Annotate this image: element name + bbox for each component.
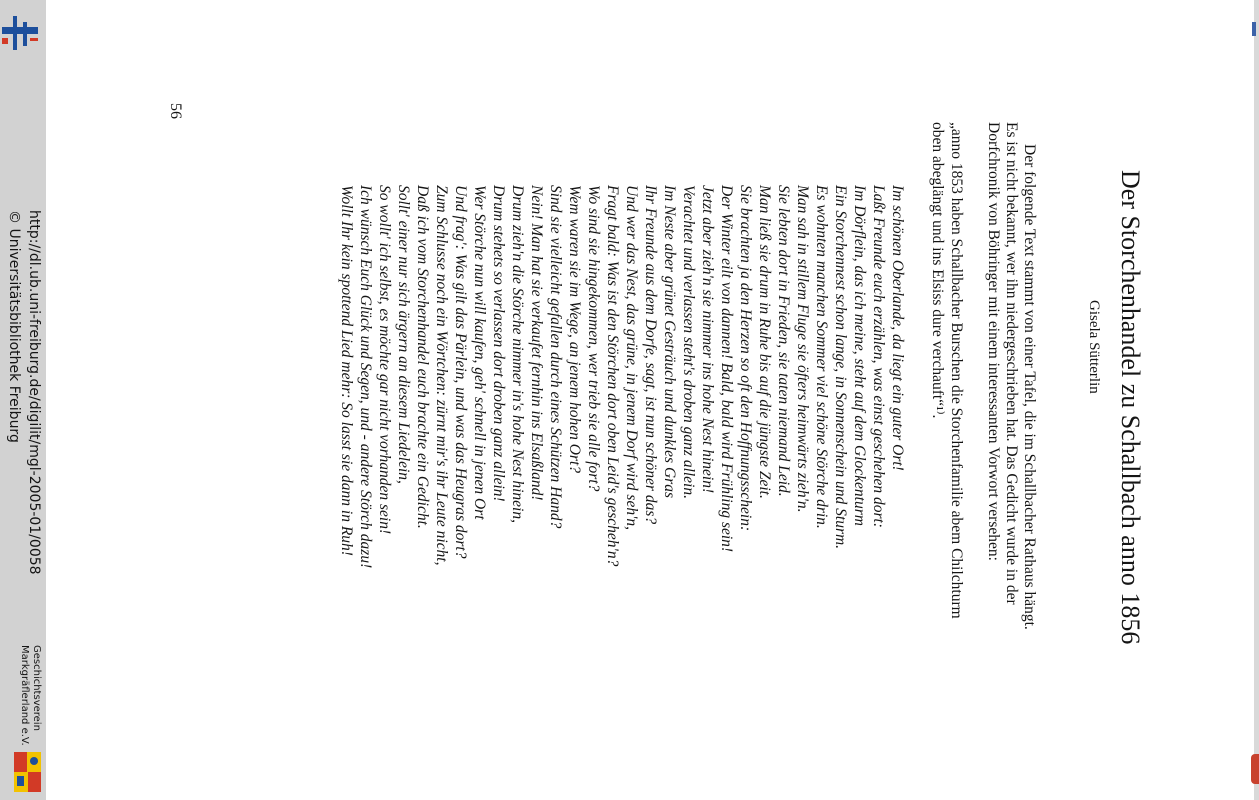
poem-line: Und frag': Was gilt das Pärlein, und was das Heugras dort? xyxy=(452,185,469,559)
poem-line: Im Dörflein, das ich meine, steht auf dem Glockenturm xyxy=(851,185,868,526)
page-title: Der Storchenhandel zu Schallbach anno 1856 xyxy=(1116,170,1145,645)
poem-line: Sie brachten ja den Herzen so oft den Hoffnungsschein: xyxy=(737,185,754,532)
org-name-line1: Geschichtsverein xyxy=(31,645,42,731)
poem-line: Fragt bald: Was ist den Störchen dort oben Leid's gescheh'n? xyxy=(604,185,621,567)
org-name-line2: Markgräflerland e.V. xyxy=(19,645,30,746)
poem-line: So wollt' ich selbst, es möchte gar nicht vorhanden sein! xyxy=(376,185,393,535)
poem-line: Wem waren sie im Wege, an jenem hohen Ort? xyxy=(566,185,583,473)
poem-line: Verachtet und verlassen steht's droben ganz allein. xyxy=(680,185,697,499)
poem-line: Ich wünsch Euch Glück und Segen, und - andere Störch dazu! xyxy=(357,185,374,569)
poem-line: Ihr Freunde aus dem Dorfe, sagt, ist nun schöner das? xyxy=(642,185,659,525)
intro-line: Der folgende Text stammt von einer Tafel, die im Schallbacher Rathaus hängt. xyxy=(1021,144,1038,630)
poem-line: Sind sie vielleicht gefallen durch eines Schützen Hand? xyxy=(547,185,564,529)
document-page xyxy=(6,0,1150,800)
poem-line: Wo sind sie hingekommen, wer trieb sie alle fort? xyxy=(585,185,602,492)
poem-line: Laßt Freunde euch erzählen, was einst geschehen dort: xyxy=(870,185,887,528)
poem-line: Wollt Ihr kein spottend Lied mehr: So lasst sie dann in Ruh! xyxy=(338,185,355,556)
permalink-url[interactable]: http://dl.ub.uni-freiburg.de/digilit/mgl-2005-01/0058 xyxy=(26,210,42,575)
right-edge-marker xyxy=(1252,22,1256,36)
poem-line: Sollt' einer nur sich ärgern an diesem Liedelein, xyxy=(395,185,412,484)
author-name: Gisela Sütterlin xyxy=(1086,300,1102,394)
right-edge-logo-icon xyxy=(1251,754,1259,784)
poem-line: Daß ich vom Storchenhandel euch brachte ein Gedicht. xyxy=(414,185,431,529)
poem-line: Sie lebten dort in Frieden, sie taten niemand Leid. xyxy=(775,185,792,497)
poem-line: Man ließ sie drum in Ruhe bis auf die jüngste Zeit. xyxy=(756,185,773,499)
poem-line: Nein! Man hat sie verkaufet fernhin ins Elsaßland! xyxy=(528,185,545,501)
poem-line: Der Winter eilt von dannen! Bald, bald wird Frühling sein! xyxy=(718,185,735,553)
poem-line: Im schönen Oberlande, da liegt ein guter Ort! xyxy=(889,185,906,471)
poem-line: Wer Störche nun will kaufen, geh' schnell in jenen Ort xyxy=(471,185,488,520)
poem-line: Jetzt aber zieh'n sie nimmer ins hohe Nest hinein! xyxy=(699,185,716,494)
poem-line: Ein Storchennest schon lange, in Sonnenschein und Sturm. xyxy=(832,185,849,550)
poem-line: Man sah in stillem Fluge sie öfters heimwärts zieh'n. xyxy=(794,185,811,513)
intro-line: „anno 1853 haben Schallbacher Burschen die Storchenfamilie abem Chilchturm xyxy=(948,122,965,619)
page-number: 56 xyxy=(167,103,184,119)
poem-line: Drum zieh'n die Störche nimmer in's hohe Nest hinein, xyxy=(509,185,526,523)
poem-line: Und wer das Nest, das grüne, in jenem Dorf wird seh'n, xyxy=(623,185,640,531)
poem-line: Es wohnten manchen Sommer viel schöne Störche drin. xyxy=(813,185,830,529)
right-edge-strip xyxy=(1254,0,1259,800)
poem-line: Zum Schlusse noch ein Wörtchen: zürnt mir's ihr Leute nicht, xyxy=(433,185,450,566)
intro-line: oben abeglängt und ins Elsiss dure verchauft“¹⁾. xyxy=(929,122,946,419)
poem-line: Drum stehets so verlassen dort droben ganz allein! xyxy=(490,185,507,502)
copyright-notice: © Universitätsbibliothek Freiburg xyxy=(6,210,22,443)
poem-line: Im Neste aber grünet Gesträuch und dunkles Gras xyxy=(661,185,678,498)
intro-line: Es ist nicht bekannt, wer ihn niedergeschrieben hat. Das Gedicht wurde in der xyxy=(1003,122,1020,605)
intro-line: Dorfchronik von Böhringer mit einem interessanten Vorwort versehen: xyxy=(985,122,1002,561)
